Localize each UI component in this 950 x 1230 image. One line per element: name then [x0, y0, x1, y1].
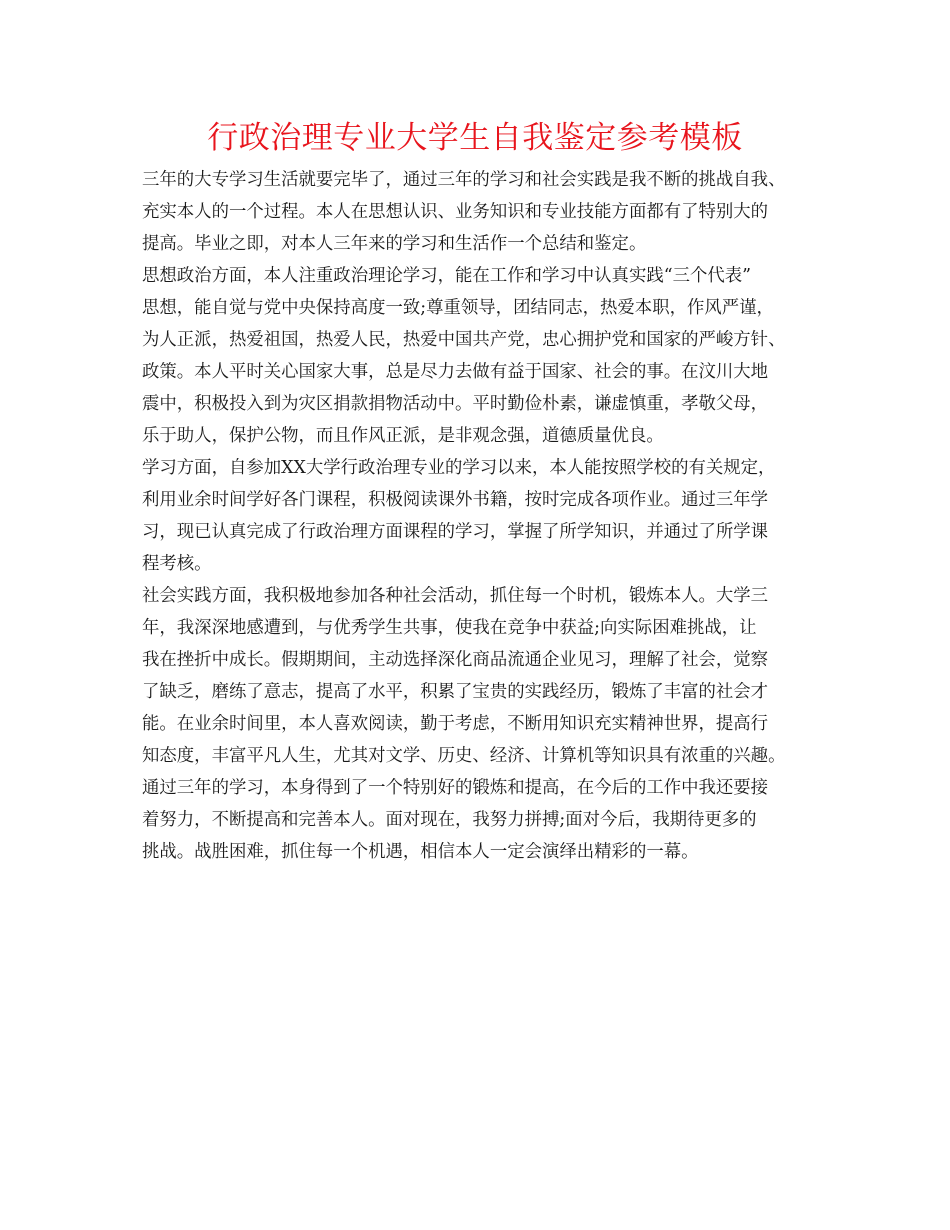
text-line: 思想，能自觉与党中央保持高度一致;尊重领导，团结同志，热爱本职，作风严谨，	[142, 298, 774, 318]
text-line: 通过三年的学习，本身得到了一个特别好的锻炼和提高，在今后的工作中我还要接	[142, 778, 769, 798]
paragraph-practice	[142, 580, 820, 772]
text-line: 学习方面，自参加XX大学行政治理专业的学习以来，本人能按照学校的有关规定，	[142, 458, 776, 478]
text-line: 挑战。战胜困难，抓住每一个机遇，相信本人一定会演绎出精彩的一幕。	[142, 842, 699, 862]
paragraph-study	[142, 452, 820, 580]
text-line: 知态度，丰富平凡人生，尤其对文学、历史、经济、计算机等知识具有浓重的兴趣。	[142, 746, 786, 766]
document-title: 行政治理专业大学生自我鉴定参考模板	[207, 120, 743, 156]
text-line: 思想政治方面，本人注重政治理论学习，能在工作和学习中认真实践“三个代表”	[142, 266, 752, 286]
paragraph-intro	[142, 164, 820, 260]
text-line: 年，我深深地感遭到，与优秀学生共事，使我在竞争中获益;向实际困难挑战，让	[142, 618, 757, 638]
text-line: 震中，积极投入到为灾区捐款捐物活动中。平时勤俭朴素，谦虚慎重，孝敬父母，	[142, 394, 769, 414]
text-line: 社会实践方面，我积极地参加各种社会活动，抓住每一个时机，锻炼本人。大学三	[142, 586, 769, 606]
text-line: 充实本人的一个过程。本人在思想认识、业务知识和专业技能方面都有了特别大的	[142, 202, 769, 222]
paragraph-ideology	[142, 260, 820, 452]
text-line: 着努力，不断提高和完善本人。面对现在，我努力拼搏;面对今后，我期待更多的	[142, 810, 757, 830]
text-line: 能。在业余时间里，本人喜欢阅读，勤于考虑，不断用知识充实精神世界，提高行	[142, 714, 769, 734]
paragraph-conclusion	[142, 772, 820, 868]
text-line: 提高。毕业之即，对本人三年来的学习和生活作一个总结和鉴定。	[142, 234, 647, 254]
text-line: 程考核。	[142, 554, 212, 574]
text-line: 三年的大专学习生活就要完毕了，通过三年的学习和社会实践是我不断的挑战自我、	[142, 170, 786, 190]
text-line: 政策。本人平时关心国家大事，总是尽力去做有益于国家、社会的事。在汶川大地	[142, 362, 769, 382]
text-line: 了缺乏，磨练了意志，提高了水平，积累了宝贵的实践经历，锻炼了丰富的社会才	[142, 682, 769, 702]
text-line: 乐于助人，保护公物，而且作风正派，是非观念强，道德质量优良。	[142, 426, 664, 446]
text-line: 为人正派，热爱祖国，热爱人民，热爱中国共产党，忠心拥护党和国家的严峻方针、	[142, 330, 786, 350]
document-body	[142, 164, 820, 868]
text-line: 我在挫折中成长。假期期间，主动选择深化商品流通企业见习，理解了社会，觉察	[142, 650, 769, 670]
text-line: 习，现已认真完成了行政治理方面课程的学习，掌握了所学知识，并通过了所学课	[142, 522, 769, 542]
text-line: 利用业余时间学好各门课程，积极阅读课外书籍，按时完成各项作业。通过三年学	[142, 490, 769, 510]
